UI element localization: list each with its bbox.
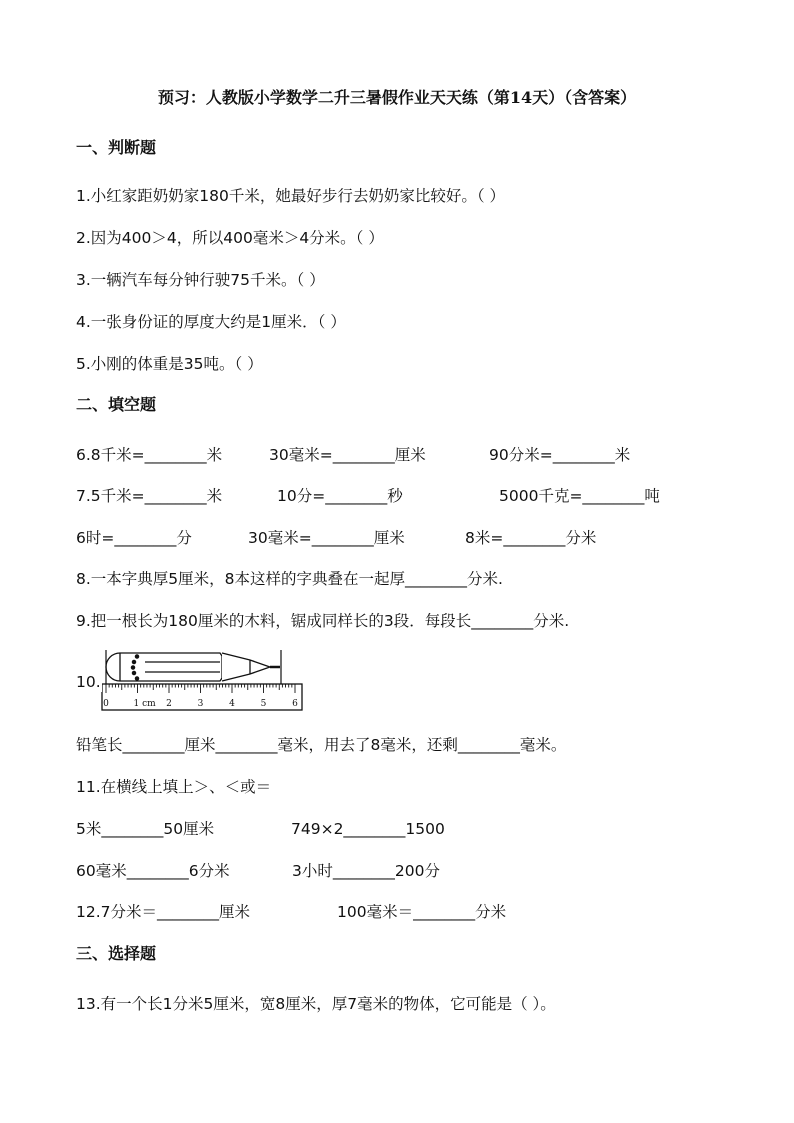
question-3: 3.一辆汽车每分钟行驶75千米。（ ） — [76, 271, 325, 289]
pencil-on-ruler-icon — [100, 648, 308, 714]
ruler-label: 6 — [292, 699, 298, 709]
q11b-part-2: 3小时________200分 — [292, 862, 440, 880]
ruler-label: 5 — [260, 699, 267, 709]
page-title: 预习：人教版小学数学二升三暑假作业天天练（第14天）（含答案） — [157, 88, 637, 107]
question-11: 11.在横线上填上＞、＜或＝ — [76, 778, 272, 796]
q7b-part-1: 6时=________分 — [76, 529, 192, 547]
q7-part-3: 5000千克=________吨 — [499, 487, 660, 505]
question-11-row-2 — [76, 861, 440, 881]
q11b-part-1: 60毫米________6分米 — [76, 862, 230, 880]
pencil-ruler-figure — [100, 648, 308, 714]
ruler-label: 3 — [197, 699, 204, 709]
q12-part-1: 12.7分米＝________厘米 — [76, 903, 251, 921]
question-9: 9.把一根长为180厘米的木料，锯成同样长的3段．每段长________分米. — [76, 612, 570, 630]
q7b-part-3: 8米=________分米 — [465, 529, 597, 547]
question-8: 8.一本字典厚5厘米，8本这样的字典叠在一起厚________分米. — [76, 570, 503, 588]
question-1: 1.小红家距奶奶家180千米，她最好步行去奶奶家比较好。（ ） — [76, 187, 506, 205]
question-11-row-1 — [76, 819, 445, 839]
question-12 — [76, 902, 506, 922]
ruler-label: 2 — [166, 699, 172, 709]
section-heading-fill: 二、填空题 — [76, 395, 157, 414]
q12-part-2: 100毫米＝________分米 — [337, 903, 507, 921]
question-4: 4.一张身份证的厚度大约是1厘米．（ ） — [76, 313, 346, 331]
ruler-label: 0 — [103, 699, 109, 709]
q11a-part-2: 749×2________1500 — [291, 820, 445, 838]
question-7 — [76, 486, 660, 506]
question-5: 5.小刚的体重是35吨。（ ） — [76, 355, 263, 373]
q6-part-3: 90分米=________米 — [489, 446, 631, 464]
question-10-text: 铅笔长________厘米________毫米，用去了8毫米，还剩________毫米。 — [76, 736, 567, 754]
question-2: 2.因为400＞4，所以400毫米＞4分米。（ ） — [76, 229, 384, 247]
question-7-continued — [76, 528, 596, 548]
q7-part-1: 7.5千米=________米 — [76, 487, 223, 505]
ruler-label: 4 — [229, 699, 235, 709]
question-6 — [76, 445, 630, 465]
q6-part-2: 30毫米=________厘米 — [269, 446, 426, 464]
section-heading-choice: 三、选择题 — [76, 944, 157, 963]
q7b-part-2: 30毫米=________厘米 — [248, 529, 405, 547]
q7-part-2: 10分=________秒 — [277, 487, 403, 505]
section-heading-judgement: 一、判断题 — [76, 138, 157, 157]
ruler-label: 1 cm — [133, 699, 156, 709]
q6-part-1: 6.8千米=________米 — [76, 446, 223, 464]
question-13: 13.有一个长1分米5厘米，宽8厘米，厚7毫米的物体，它可能是（ ）。 — [76, 995, 556, 1013]
q11a-part-1: 5米________50厘米 — [76, 820, 215, 838]
question-10-label: 10. — [76, 673, 101, 691]
pencil-icon — [106, 653, 280, 681]
